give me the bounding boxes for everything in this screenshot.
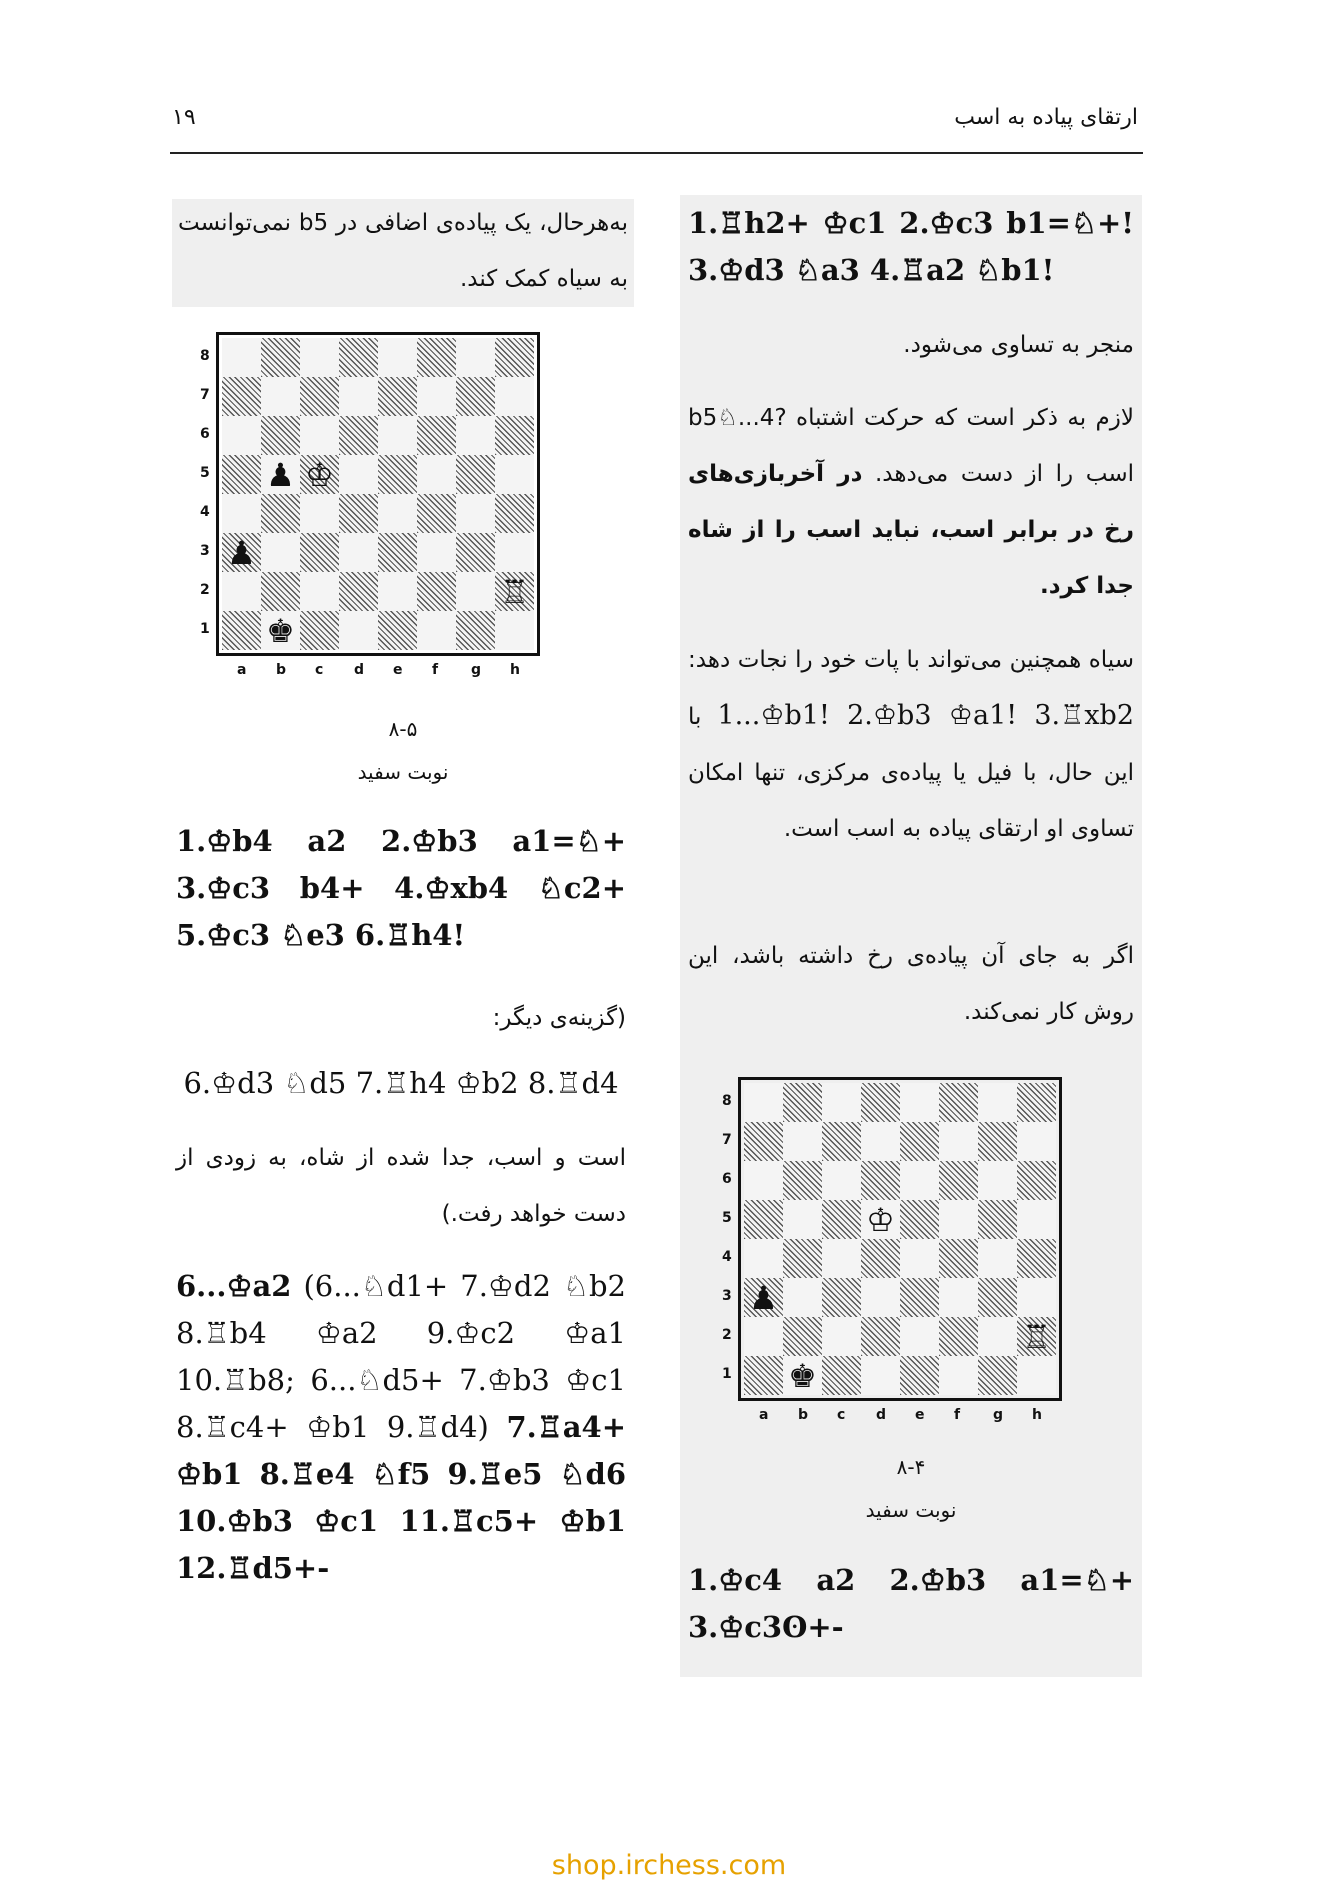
board-square bbox=[900, 1083, 939, 1122]
board-square bbox=[939, 1122, 978, 1161]
chess-piece: ♟ bbox=[749, 1278, 778, 1317]
final-move-2: 7.♖a4+ ♔b1 8.♖e4 ♘f5 9.♖e5 ♘d6 10.♔b3 ♔c1 11.♖c5+ ♔b1 12.♖d5+- bbox=[176, 1410, 626, 1585]
rank-label: 4 bbox=[722, 1249, 732, 1265]
diagram-side-to-move: نوبت سفید bbox=[865, 1498, 957, 1522]
board-square bbox=[783, 1083, 822, 1122]
file-label: b bbox=[276, 662, 287, 678]
rank-label: 6 bbox=[200, 426, 210, 442]
board-square bbox=[495, 377, 534, 416]
board-square bbox=[744, 1122, 783, 1161]
file-label: c bbox=[315, 662, 324, 678]
board-square bbox=[822, 1200, 861, 1239]
board-square bbox=[456, 377, 495, 416]
board-square bbox=[939, 1083, 978, 1122]
board-square bbox=[417, 416, 456, 455]
board-square bbox=[900, 1122, 939, 1161]
file-label: f bbox=[432, 662, 439, 678]
board-square bbox=[261, 494, 300, 533]
board-square bbox=[300, 377, 339, 416]
board-square bbox=[939, 1161, 978, 1200]
board-square bbox=[900, 1356, 939, 1395]
para-stalemate bbox=[688, 632, 1134, 857]
board-square bbox=[1017, 1239, 1056, 1278]
moves-top: 1.♖h2+ ♔c1 2.♔c3 b1=♘+! 3.♔d3 ♘a3 4.♖a2 ♘b1! bbox=[688, 206, 1134, 287]
header-divider bbox=[170, 152, 1143, 154]
board-square bbox=[261, 416, 300, 455]
board-square bbox=[339, 377, 378, 416]
board-square bbox=[222, 572, 261, 611]
board-square bbox=[1017, 1122, 1056, 1161]
board-square bbox=[1017, 1356, 1056, 1395]
board-square bbox=[417, 533, 456, 572]
chess-piece: ♔ bbox=[866, 1200, 895, 1239]
board-square bbox=[300, 611, 339, 650]
chess-piece: ♚ bbox=[788, 1356, 817, 1395]
para-draw-result: منجر به تساوی می‌شود. bbox=[903, 332, 1134, 358]
alt-text: است و اسب، جدا شده از شاه، به زودی از دست خواهد رفت.) bbox=[176, 1145, 626, 1227]
board-square bbox=[495, 416, 534, 455]
para-mistake bbox=[688, 390, 1134, 614]
rank-label: 4 bbox=[200, 504, 210, 520]
board-square bbox=[495, 611, 534, 650]
rank-label: 8 bbox=[722, 1093, 732, 1109]
board-square bbox=[861, 1278, 900, 1317]
para-stalemate-rest: با این حال، با فیل یا پیاده‌ی مرکزی، تنها امکان تساوی او ارتقای پیاده به اسب است. bbox=[688, 704, 1134, 842]
board-square bbox=[978, 1317, 1017, 1356]
board-square bbox=[417, 572, 456, 611]
board-square bbox=[783, 1122, 822, 1161]
final-variations: (6...♘d1+ 7.♔d2 ♘b2 8.♖b4 ♔a2 9.♔c2 ♔a1 10.♖b8; 6...♘d5+ 7.♔b3 ♔c1 8.♖c4+ ♔b1 9.♖d4) bbox=[176, 1269, 626, 1444]
left-column bbox=[172, 195, 634, 1595]
board-square bbox=[300, 338, 339, 377]
board-square bbox=[978, 1122, 1017, 1161]
final-move-1: 6...♔a2 bbox=[176, 1269, 292, 1303]
para-stalemate-moves: 1...♔b1! 2.♔b3 ♔a1! 3.♖xb2 bbox=[717, 700, 1135, 731]
board-square bbox=[744, 1356, 783, 1395]
board-square bbox=[222, 338, 261, 377]
board-square bbox=[339, 455, 378, 494]
board-square bbox=[261, 377, 300, 416]
para-mistake-bold: در آخربازی‌های رخ در برابر اسب، نباید اسب را از شاه جدا کرد. bbox=[688, 461, 1134, 599]
chess-piece: ♟ bbox=[266, 455, 295, 494]
board-square bbox=[1017, 1083, 1056, 1122]
board-square bbox=[456, 533, 495, 572]
board-square bbox=[744, 1239, 783, 1278]
file-label: d bbox=[876, 1407, 887, 1423]
board-square bbox=[378, 338, 417, 377]
file-label: b bbox=[798, 1407, 809, 1423]
board-square bbox=[378, 572, 417, 611]
board-square bbox=[495, 494, 534, 533]
board-square bbox=[978, 1356, 1017, 1395]
board-square bbox=[783, 1200, 822, 1239]
board-square bbox=[378, 611, 417, 650]
board-square bbox=[861, 1239, 900, 1278]
rank-label: 3 bbox=[200, 543, 210, 559]
board-square bbox=[378, 533, 417, 572]
rank-label: 7 bbox=[722, 1132, 732, 1148]
board-square bbox=[261, 533, 300, 572]
board-square bbox=[417, 455, 456, 494]
board-square bbox=[222, 377, 261, 416]
board-square bbox=[456, 494, 495, 533]
watermark: shop.irchess.com bbox=[551, 1850, 787, 1881]
rank-label: 7 bbox=[200, 387, 210, 403]
board-square bbox=[978, 1083, 1017, 1122]
chess-piece: ♖ bbox=[500, 572, 529, 611]
board-square bbox=[822, 1356, 861, 1395]
board-square bbox=[339, 533, 378, 572]
board-square bbox=[783, 1161, 822, 1200]
board-square bbox=[339, 494, 378, 533]
board-square bbox=[417, 494, 456, 533]
board-square bbox=[300, 416, 339, 455]
alt-label: (گزینه‌ی دیگر: bbox=[492, 1005, 626, 1031]
board-square bbox=[939, 1317, 978, 1356]
chess-piece: ♔ bbox=[305, 455, 334, 494]
board-square bbox=[1017, 1278, 1056, 1317]
board-square bbox=[300, 572, 339, 611]
board-square bbox=[861, 1317, 900, 1356]
board-square bbox=[861, 1161, 900, 1200]
board-square bbox=[783, 1317, 822, 1356]
para-rook-pawn: اگر به جای آن پیاده‌ی رخ داشته باشد، این روش کار نمی‌کند. bbox=[688, 943, 1134, 1025]
board-square bbox=[822, 1083, 861, 1122]
alt-moves: 6.♔d3 ♘d5 7.♖h4 ♔b2 8.♖d4 bbox=[183, 1066, 619, 1100]
board-square bbox=[900, 1161, 939, 1200]
board-square bbox=[861, 1356, 900, 1395]
board-square bbox=[939, 1239, 978, 1278]
board-square bbox=[822, 1239, 861, 1278]
final-line bbox=[176, 1263, 626, 1592]
rank-label: 5 bbox=[722, 1210, 732, 1226]
board-square bbox=[378, 377, 417, 416]
board-square bbox=[300, 533, 339, 572]
board-square bbox=[978, 1200, 1017, 1239]
file-label: a bbox=[237, 662, 247, 678]
board-square bbox=[978, 1278, 1017, 1317]
file-label: f bbox=[954, 1407, 961, 1423]
board-square bbox=[378, 416, 417, 455]
rank-label: 1 bbox=[200, 621, 210, 637]
board-square bbox=[939, 1356, 978, 1395]
board-square bbox=[822, 1161, 861, 1200]
board-square bbox=[783, 1239, 822, 1278]
right-column bbox=[680, 195, 1142, 1677]
board-square bbox=[339, 611, 378, 650]
board-square bbox=[495, 338, 534, 377]
board-square bbox=[900, 1317, 939, 1356]
file-label: e bbox=[393, 662, 403, 678]
moves-bottom: 1.♔c4 a2 2.♔b3 a1=♘+ 3.♔c3ʘ+- bbox=[688, 1563, 1134, 1644]
file-label: g bbox=[471, 662, 482, 678]
board-square bbox=[900, 1200, 939, 1239]
board-square bbox=[261, 338, 300, 377]
board-square bbox=[861, 1083, 900, 1122]
rank-label: 2 bbox=[200, 582, 210, 598]
page-number: ۱۹ bbox=[172, 105, 196, 130]
board-square bbox=[339, 338, 378, 377]
board-square bbox=[339, 416, 378, 455]
board-square bbox=[456, 455, 495, 494]
diagram-number: ۸-۵ bbox=[388, 717, 418, 741]
para-stalemate-intro: سیاه همچنین می‌تواند با پات خود را نجات دهد: bbox=[688, 647, 1134, 673]
board-square bbox=[300, 494, 339, 533]
board-square bbox=[822, 1278, 861, 1317]
board-square bbox=[456, 572, 495, 611]
board-square bbox=[495, 455, 534, 494]
board-square bbox=[744, 1083, 783, 1122]
board-square bbox=[339, 572, 378, 611]
rank-label: 8 bbox=[200, 348, 210, 364]
board-square bbox=[744, 1200, 783, 1239]
board-square bbox=[222, 455, 261, 494]
board-square bbox=[822, 1122, 861, 1161]
moves-main: 1.♔b4 a2 2.♔b3 a1=♘+ 3.♔c3 b4+ 4.♔xb4 ♘c2+ 5.♔c3 ♘e3 6.♖h4! bbox=[176, 824, 626, 952]
board-square bbox=[456, 338, 495, 377]
board-square bbox=[378, 455, 417, 494]
board-square bbox=[939, 1200, 978, 1239]
board-square bbox=[978, 1239, 1017, 1278]
board-square bbox=[495, 533, 534, 572]
board-square bbox=[783, 1278, 822, 1317]
rank-label: 2 bbox=[722, 1327, 732, 1343]
board-square bbox=[1017, 1161, 1056, 1200]
board-square bbox=[222, 611, 261, 650]
rank-label: 6 bbox=[722, 1171, 732, 1187]
board-square bbox=[417, 338, 456, 377]
file-label: e bbox=[915, 1407, 925, 1423]
board-square bbox=[417, 377, 456, 416]
board-square bbox=[456, 416, 495, 455]
board-square bbox=[900, 1239, 939, 1278]
chapter-title: ارتقای پیاده به اسب bbox=[954, 105, 1138, 130]
board-square bbox=[744, 1317, 783, 1356]
chess-piece: ♖ bbox=[1022, 1317, 1051, 1356]
board-square bbox=[861, 1122, 900, 1161]
board-square bbox=[222, 494, 261, 533]
file-label: g bbox=[993, 1407, 1004, 1423]
board-square bbox=[1017, 1200, 1056, 1239]
board-square bbox=[939, 1278, 978, 1317]
intro-text: به‌هرحال، یک پیاده‌ی اضافی در b5 نمی‌توانست به سیاه کمک کند. bbox=[178, 210, 629, 292]
diagram-number: ۸-۴ bbox=[896, 1455, 926, 1479]
chess-piece: ♟ bbox=[227, 533, 256, 572]
file-label: d bbox=[354, 662, 365, 678]
board-square bbox=[978, 1161, 1017, 1200]
para-mistake-plain: لازم به ذکر است که حرکت اشتباه ?4...♘b5 اسب را از دست می‌دهد. bbox=[688, 405, 1134, 487]
board-square bbox=[378, 494, 417, 533]
board-square bbox=[900, 1278, 939, 1317]
rank-label: 5 bbox=[200, 465, 210, 481]
file-label: c bbox=[837, 1407, 846, 1423]
chess-piece: ♚ bbox=[266, 611, 295, 650]
board-square bbox=[417, 611, 456, 650]
diagram-side-to-move: نوبت سفید bbox=[357, 760, 449, 784]
board-square bbox=[261, 572, 300, 611]
board-square bbox=[744, 1161, 783, 1200]
file-label: h bbox=[510, 662, 520, 678]
board-square bbox=[222, 416, 261, 455]
file-label: a bbox=[759, 1407, 769, 1423]
rank-label: 1 bbox=[722, 1366, 732, 1382]
board-square bbox=[456, 611, 495, 650]
board-square bbox=[822, 1317, 861, 1356]
rank-label: 3 bbox=[722, 1288, 732, 1304]
file-label: h bbox=[1032, 1407, 1042, 1423]
